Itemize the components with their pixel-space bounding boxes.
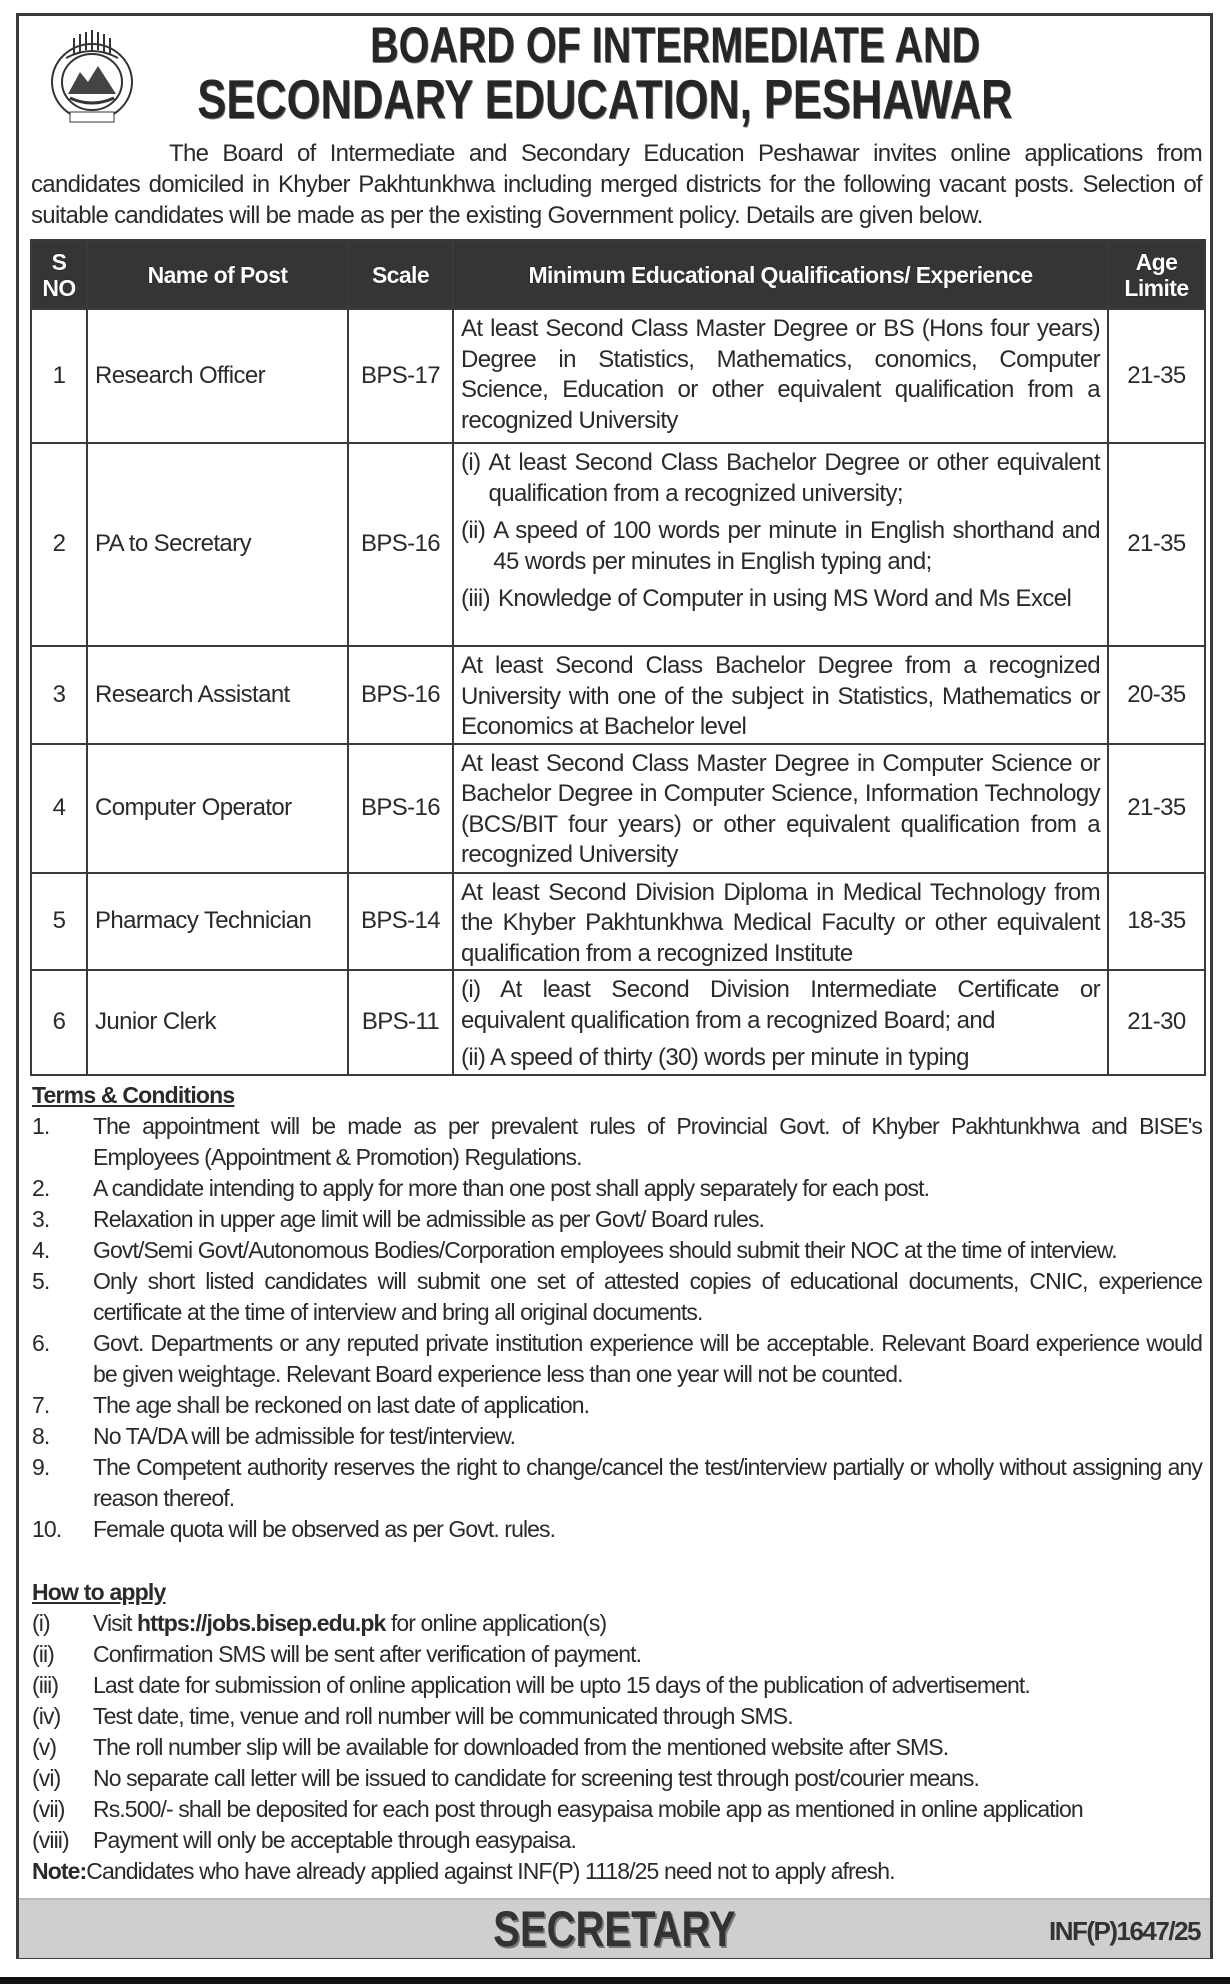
list-item [32, 1421, 1202, 1452]
qualification-item [461, 516, 1100, 577]
qualification-text: At least Second Division Diploma in Medical Technology from the Khyber Pakhtunkhwa Medical Faculty or other equivalent qualification from a recognized Institute [461, 878, 1100, 967]
cell-qualification [453, 970, 1108, 1075]
item-number: 7. [32, 1392, 50, 1418]
item-label: (ii) [461, 517, 486, 544]
note-label: Note: [32, 1858, 87, 1884]
item-number: (i) [32, 1610, 50, 1636]
cell-scale: BPS-17 [348, 309, 453, 443]
item-text: Last date for submission of online application will be upto 15 days of the publication of advertisement. [93, 1672, 1030, 1698]
item-number: 8. [32, 1423, 50, 1449]
item-number: (vii) [32, 1796, 65, 1822]
item-number: (iv) [32, 1703, 61, 1729]
how-to-apply [32, 1577, 1202, 1887]
item-text: No TA/DA will be admissible for test/interview. [93, 1423, 516, 1449]
list-item [32, 1763, 1202, 1794]
item-number: 9. [32, 1454, 50, 1480]
item-number: (viii) [32, 1827, 69, 1853]
list-item [32, 1328, 1202, 1390]
column-header-age: Age Limite [1108, 240, 1205, 309]
item-label: (iii) [461, 585, 490, 612]
cell-post: Research Assistant [87, 646, 348, 744]
cell-post: Computer Operator [87, 744, 348, 873]
cell-age: 21-35 [1108, 744, 1205, 873]
list-item [32, 1235, 1202, 1266]
cell-age: 20-35 [1108, 646, 1205, 744]
item-text: Relaxation in upper age limit will be admissible as per Govt/ Board rules. [93, 1206, 765, 1232]
item-text: The roll number slip will be available for downloaded from the mentioned website after SMS. [93, 1734, 949, 1760]
item-number: 6. [32, 1330, 50, 1356]
qualification-item [461, 448, 1100, 509]
item-number: 3. [32, 1206, 50, 1232]
item-text: for online application(s) [385, 1610, 607, 1636]
table-row [31, 970, 1205, 1075]
item-text: The age shall be reckoned on last date of application. [93, 1392, 590, 1418]
application-website-link[interactable]: https://jobs.bisep.edu.pk [137, 1610, 386, 1636]
vacancies-table [30, 239, 1206, 1076]
page-divider [0, 1977, 1230, 1984]
table-row [31, 873, 1205, 971]
item-text: Govt. Departments or any reputed private institution experience will be acceptable. Relevant Board experience would be given weightage. Relevant Board experience less than one year will not be counted. [93, 1330, 1202, 1387]
cell-post: Pharmacy Technician [87, 873, 348, 971]
list-item [32, 1639, 1202, 1670]
item-text: A candidate intending to apply for more than one post shall apply separately for each post. [93, 1175, 930, 1201]
cell-qualification [453, 646, 1108, 744]
table-header-row [31, 240, 1205, 309]
cell-sno: 3 [31, 646, 87, 744]
page-title-line-1: BOARD OF INTERMEDIATE AND [369, 17, 981, 73]
qualification-item [461, 584, 1100, 615]
cell-sno: 1 [31, 309, 87, 443]
item-number: (iii) [32, 1672, 59, 1698]
column-header-sno: S NO [31, 240, 87, 309]
cell-age: 21-35 [1108, 309, 1205, 443]
cell-sno: 2 [31, 443, 87, 646]
item-text: Knowledge of Computer in using MS Word and Ms Excel [497, 585, 1072, 612]
list-item [32, 1794, 1202, 1825]
cell-qualification [453, 443, 1108, 646]
qualification-text: At least Second Class Bachelor Degree from a recognized University with one of the subject in Statistics, Mathematics or Economics at Bachelor level [461, 652, 1100, 740]
item-text: Test date, time, venue and roll number will be communicated through SMS. [93, 1703, 793, 1729]
list-item [32, 1390, 1202, 1421]
intro-paragraph: The Board of Intermediate and Secondary Education Peshawar invites online applications from candidates domiciled in Khyber Pakhtunkhwa including merged districts for the following vacant posts. Selection of suitable candidates will be made as per the existing Government policy. Details are given below. [31, 140, 1202, 229]
table-row [31, 744, 1205, 873]
item-number: (v) [32, 1734, 57, 1760]
cell-post: PA to Secretary [87, 443, 348, 646]
item-number: 1. [32, 1113, 50, 1139]
cell-qualification [453, 873, 1108, 971]
cell-post: Junior Clerk [87, 970, 348, 1075]
list-item [32, 1452, 1202, 1514]
list-item [32, 1701, 1202, 1732]
page-title-line-2: SECONDARY EDUCATION, PESHAWAR [197, 68, 1013, 130]
list-item [32, 1608, 1202, 1639]
item-text: The appointment will be made as per prevalent rules of Provincial Govt. of Khyber Pakhtunkhwa and BISE's Employees (Appointment & Promotion) Regulations. [93, 1113, 1202, 1170]
cell-qualification [453, 309, 1108, 443]
item-text: At least Second Class Bachelor Degree or other equivalent qualification from a recognized university; [488, 449, 1100, 507]
item-text: The Competent authority reserves the right to change/cancel the test/interview partially or wholly without assigning any reason thereof. [93, 1454, 1202, 1511]
list-item [32, 1825, 1202, 1856]
cell-sno: 4 [31, 744, 87, 873]
item-text: No separate call letter will be issued to candidate for screening test through post/courier means. [93, 1765, 979, 1791]
list-item [32, 1111, 1202, 1173]
apply-list [32, 1639, 1202, 1856]
column-header-qualification: Minimum Educational Qualifications/ Experience [453, 240, 1108, 309]
table-row [31, 443, 1205, 646]
list-item [32, 1173, 1202, 1204]
signatory: SECRETARY [493, 1901, 736, 1957]
item-text: Visit [93, 1610, 138, 1636]
cell-sno: 6 [31, 970, 87, 1075]
list-item [32, 1204, 1202, 1235]
item-number: (ii) [32, 1641, 54, 1667]
item-text: Payment will only be acceptable through easypaisa. [93, 1827, 577, 1853]
item-number: 5. [32, 1268, 50, 1294]
cell-scale: BPS-16 [348, 744, 453, 873]
note [32, 1856, 1202, 1887]
footer-band [19, 1898, 1210, 1958]
cell-qualification [453, 744, 1108, 873]
terms-list [32, 1111, 1202, 1545]
qualification-text: At least Second Class Master Degree or BS (Hons four years) Degree in Statistics, Mathematics, conomics, Computer Science, Education or other equivalent qualification from a recognized University [461, 315, 1100, 434]
table-row [31, 646, 1205, 744]
list-item [32, 1732, 1202, 1763]
column-header-post: Name of Post [87, 240, 348, 309]
qualification-text: At least Second Class Master Degree in Computer Science or Bachelor Degree in Computer Science, Information Technology (BCS/BIT four years) or other equivalent qualification from a recognized University [461, 749, 1100, 868]
cell-scale: BPS-16 [348, 443, 453, 646]
table-row [31, 309, 1205, 443]
terms-and-conditions [32, 1080, 1202, 1545]
qualification-text: (ii) A speed of thirty (30) words per minute in typing [461, 1044, 969, 1071]
how-to-apply-heading: How to apply [32, 1579, 166, 1605]
item-number: 10. [32, 1516, 62, 1542]
reference-number: INF(P)1647/25 [1048, 1916, 1200, 1946]
item-text: Confirmation SMS will be sent after verification of payment. [93, 1641, 642, 1667]
item-text: A speed of 100 words per minute in English shorthand and 45 words per minutes in English typing and; [493, 517, 1100, 575]
note-text: Candidates who have already applied against INF(P) 1118/25 need not to apply afresh. [86, 1858, 895, 1884]
item-text: Female quota will be observed as per Govt. rules. [93, 1516, 556, 1542]
column-header-scale: Scale [348, 240, 453, 309]
cell-age: 21-30 [1108, 970, 1205, 1075]
item-label: (i) [461, 449, 481, 476]
list-item [32, 1514, 1202, 1545]
cell-scale: BPS-11 [348, 970, 453, 1075]
item-number: (vi) [32, 1765, 61, 1791]
cell-post: Research Officer [87, 309, 348, 443]
qualification-text: (i) At least Second Division Intermediate Certificate or equivalent qualification from a recognized Board; and [461, 976, 1100, 1034]
cell-age: 18-35 [1108, 873, 1205, 971]
cell-age: 21-35 [1108, 443, 1205, 646]
item-text: Only short listed candidates will submit one set of attested copies of educational documents, CNIC, experience certificate at the time of interview and bring all original documents. [93, 1268, 1202, 1325]
item-text: Rs.500/- shall be deposited for each post through easypaisa mobile app as mentioned in online application [93, 1796, 1083, 1822]
list-item [32, 1670, 1202, 1701]
cell-scale: BPS-14 [348, 873, 453, 971]
item-number: 2. [32, 1175, 50, 1201]
terms-heading: Terms & Conditions [32, 1082, 235, 1108]
cell-sno: 5 [31, 873, 87, 971]
cell-scale: BPS-16 [348, 646, 453, 744]
list-item [32, 1266, 1202, 1328]
item-text: Govt/Semi Govt/Autonomous Bodies/Corporation employees should submit their NOC at the time of interview. [93, 1237, 1117, 1263]
item-number: 4. [32, 1237, 50, 1263]
